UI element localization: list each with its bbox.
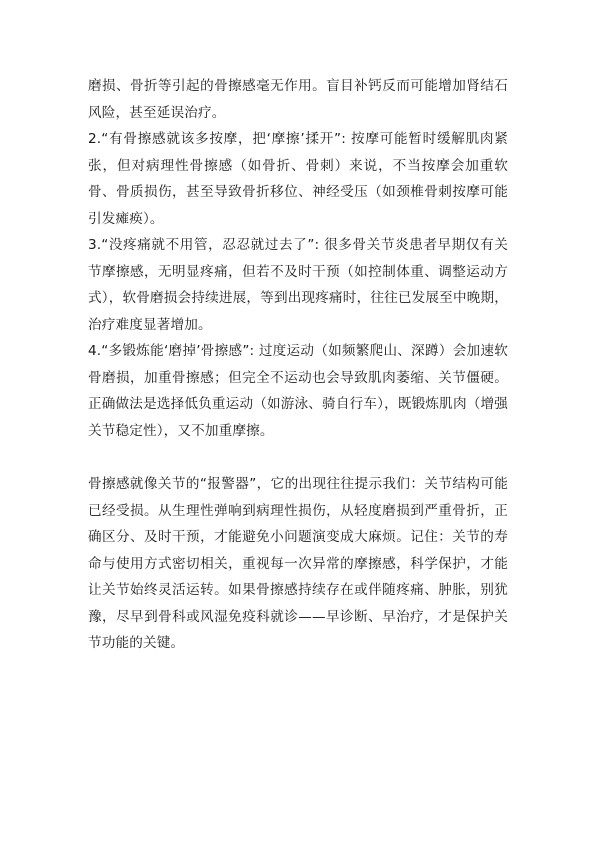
document-page <box>88 73 508 657</box>
section-spacer <box>88 444 508 471</box>
paragraph-item-2: 2.“有骨擦感就该多按摩，把‘摩擦’揉开”: 按摩可能暂时缓解肌肉紧张，但对病理性骨擦感（如骨折、骨刺）来说，不当按摩会加重软骨、骨质损伤，甚至导致骨折移位、神经受压（如颈椎骨刺按摩可能引发瘫痪）。 <box>88 131 508 227</box>
paragraph-item-3: 3.“没疼痛就不用管，忍忍就过去了”: 很多骨关节炎患者早期仅有关节摩擦感，无明显疼痛，但若不及时干预（如控制体重、调整运动方式），软骨磨损会持续进展，等到出现疼痛时，往往已发展至中晚期，治疗难度显著增加。 <box>88 237 508 333</box>
paragraph-conclusion: 骨擦感就像关节的“报警器”，它的出现往往提示我们：关节结构可能已经受损。从生理性弹响到病理性损伤，从轻度磨损到严重骨折，正确区分、及时干预，才能避免小问题演变成大麻烦。记住：关节的寿命与使用方式密切相关，重视每一次异常的摩擦感，科学保护，才能让关节始终灵活运转。如果骨擦感持续存在或伴随疼痛、肿胀，别犹豫，尽早到骨科或风湿免疫科就诊——早诊断、早治疗，才是保护关节功能的关键。 <box>88 476 508 651</box>
paragraph-item-4: 4.“多锻炼能‘磨掉’骨擦感”: 过度运动（如频繁爬山、深蹲）会加速软骨磨损，加重骨擦感；但完全不运动也会导致肌肉萎缩、关节僵硬。正确做法是选择低负重运动（如游泳、骑自行车），既锻炼肌肉（增强关节稳定性），又不加重摩擦。 <box>88 343 508 439</box>
paragraph-intro: 磨损、骨折等引起的骨擦感毫无作用。盲目补钙反而可能增加肾结石风险，甚至延误治疗。 <box>88 78 508 121</box>
